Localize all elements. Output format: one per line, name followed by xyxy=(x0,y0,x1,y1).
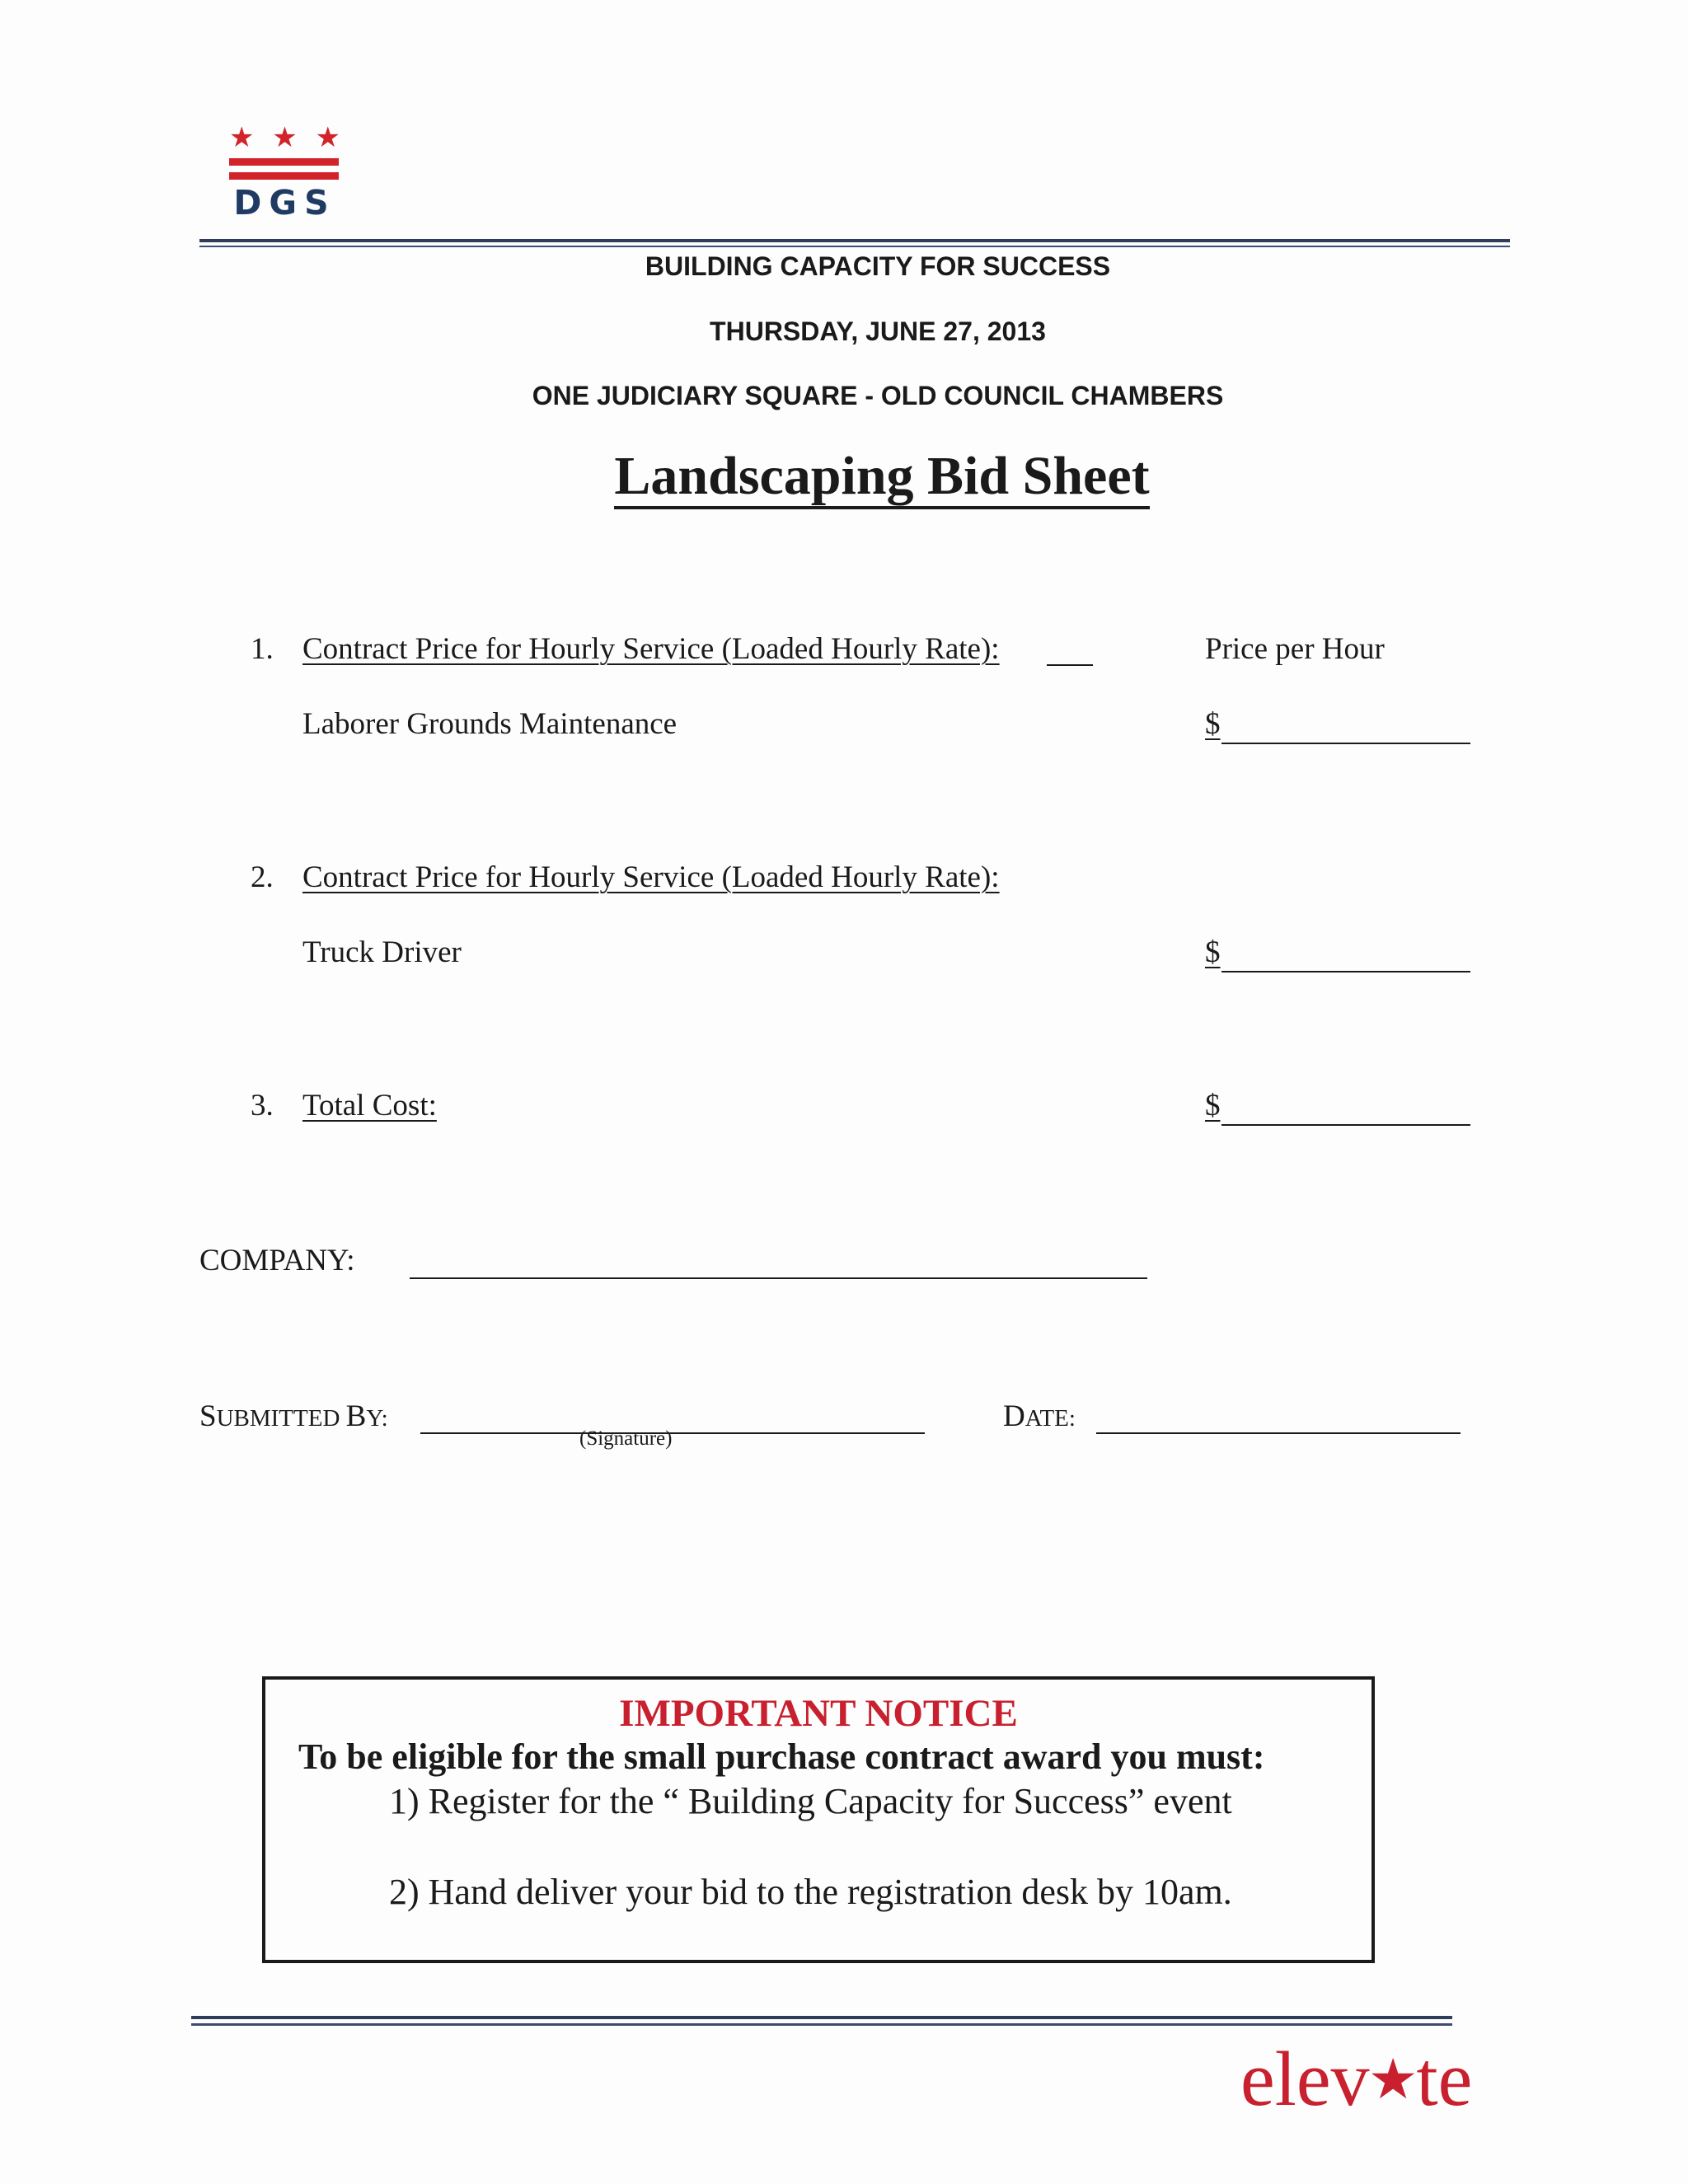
star-icon: ★ xyxy=(229,123,255,153)
event-location: ONE JUDICIARY SQUARE - OLD COUNCIL CHAMBERS xyxy=(532,381,1224,410)
date-label: DATE: xyxy=(1003,1399,1076,1433)
notice-subtitle: To be eligible for the small purchase contract award you must: xyxy=(298,1736,1265,1777)
currency-symbol: $ xyxy=(1205,707,1221,741)
item-heading: Contract Price for Hourly Service (Loaded Hourly Rate): xyxy=(302,632,1000,666)
item-heading: Contract Price for Hourly Service (Loaded Hourly Rate): xyxy=(302,860,1000,894)
price-column-header: Price per Hour xyxy=(1205,632,1385,666)
item-number: 3. xyxy=(251,1089,274,1122)
signature-input-line[interactable] xyxy=(420,1432,925,1434)
star-icon: ★ xyxy=(315,123,340,153)
price-input-line[interactable] xyxy=(1221,743,1470,744)
star-icon: ★ xyxy=(272,123,298,153)
logo-stars xyxy=(229,125,340,152)
page-title-text: Landscaping Bid Sheet xyxy=(614,446,1149,509)
company-label: COMPANY: xyxy=(199,1244,355,1277)
company-input-line[interactable] xyxy=(410,1277,1147,1279)
currency-symbol: $ xyxy=(1205,1089,1221,1122)
notice-item: 1) Register for the “ Building Capacity for Success” event xyxy=(389,1781,1232,1821)
item-detail: Laborer Grounds Maintenance xyxy=(302,707,678,741)
elevate-logo: elev★te xyxy=(1240,2036,1473,2122)
page-title xyxy=(0,445,1688,508)
logo-text: DGS xyxy=(233,183,336,223)
total-input-line[interactable] xyxy=(1221,1124,1470,1126)
price-input-line[interactable] xyxy=(1221,971,1470,972)
item-number: 1. xyxy=(251,632,274,666)
signature-caption: (Signature) xyxy=(579,1427,673,1450)
logo-bar xyxy=(229,158,339,166)
heading-underline-extension xyxy=(1047,664,1093,666)
event-name: BUILDING CAPACITY FOR SUCCESS xyxy=(645,251,1111,281)
item-heading: Total Cost: xyxy=(302,1089,437,1122)
notice-item: 2) Hand deliver your bid to the registration desk by 10am. xyxy=(389,1872,1232,1912)
logo-bar xyxy=(229,172,339,180)
submitted-by-label: SUBMITTED BY: xyxy=(199,1399,388,1433)
footer-divider xyxy=(191,2016,1452,2026)
header-divider xyxy=(199,239,1510,247)
item-number: 2. xyxy=(251,860,274,894)
currency-symbol: $ xyxy=(1205,935,1221,969)
event-date: THURSDAY, JUNE 27, 2013 xyxy=(710,316,1046,346)
star-icon: ★ xyxy=(1367,2047,1418,2112)
item-detail: Truck Driver xyxy=(302,935,462,969)
date-input-line[interactable] xyxy=(1096,1432,1461,1434)
notice-title: IMPORTANT NOTICE xyxy=(619,1692,1018,1735)
dgs-logo xyxy=(229,123,340,223)
